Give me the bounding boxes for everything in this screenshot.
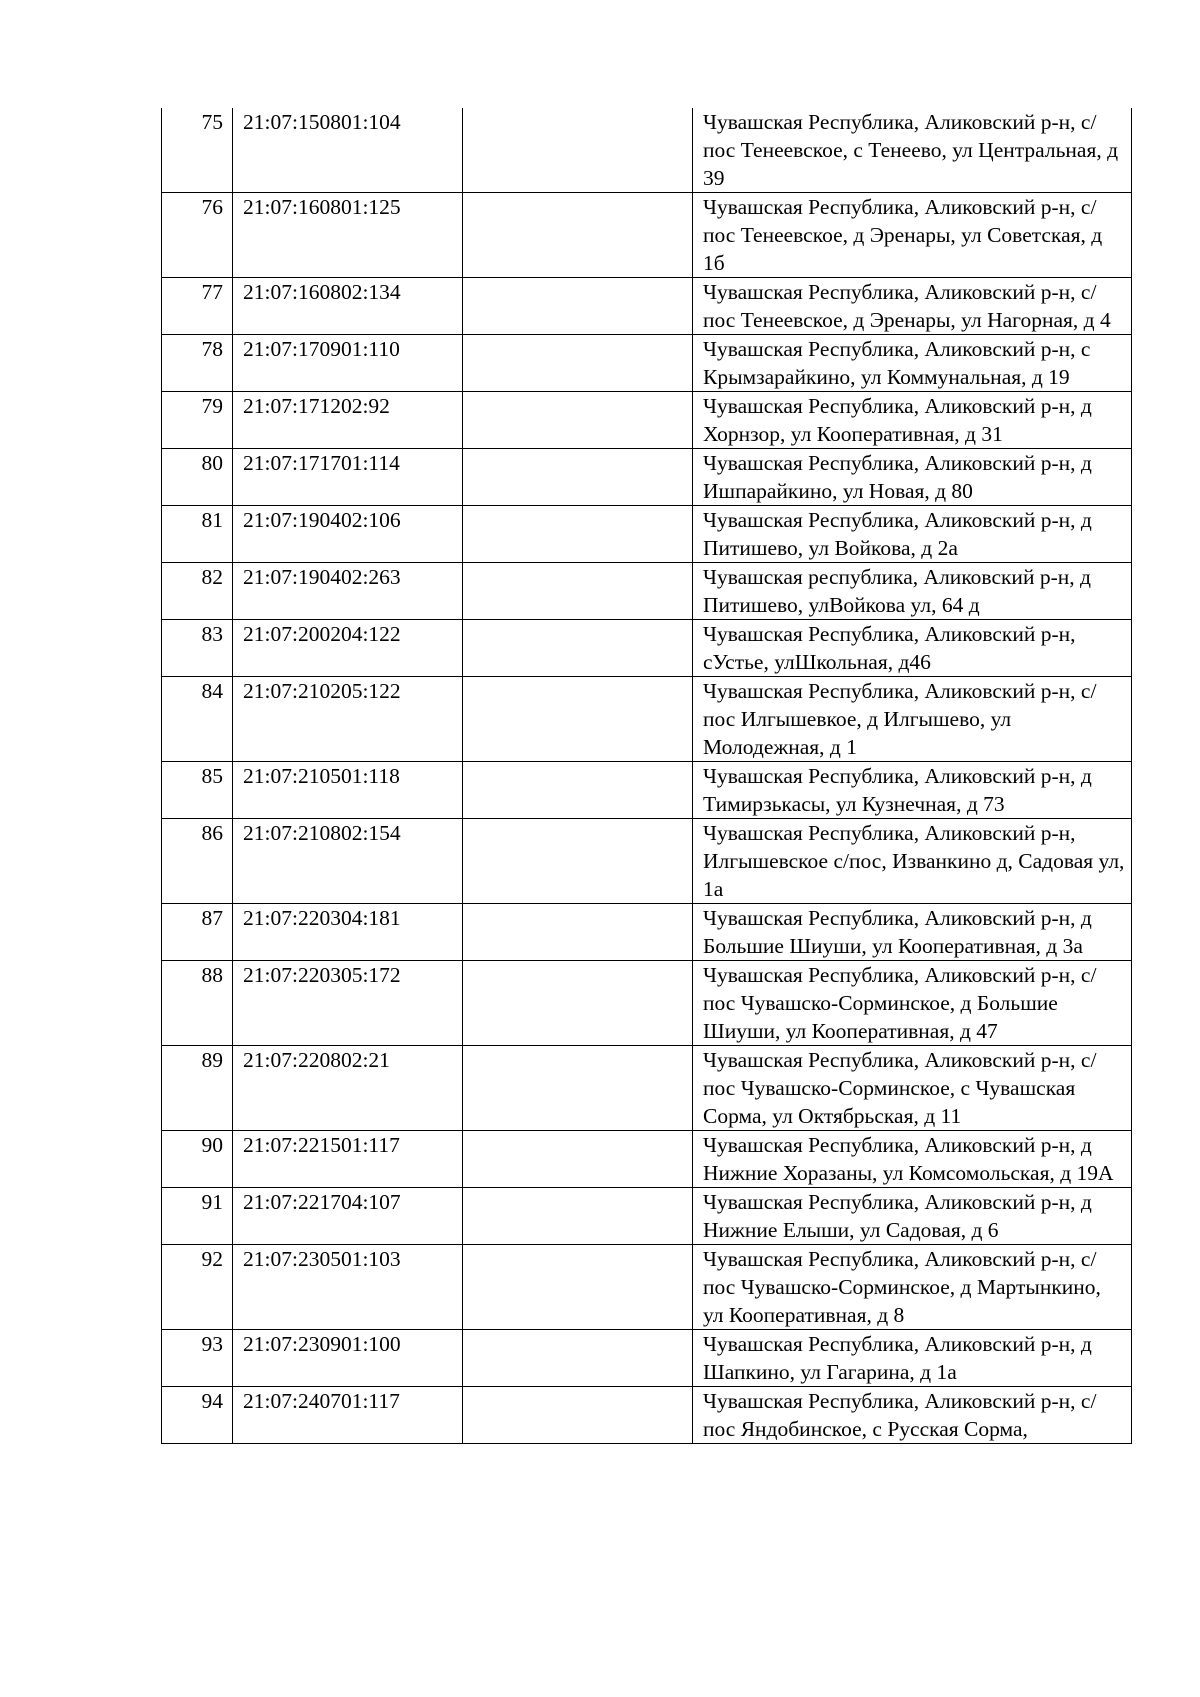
cadastral-number-cell: 21:07:220304:181 bbox=[233, 904, 463, 961]
cadastral-number-cell: 21:07:210802:154 bbox=[233, 819, 463, 904]
row-number-cell: 76 bbox=[162, 193, 233, 278]
blank-cell bbox=[463, 1131, 693, 1188]
blank-cell bbox=[463, 449, 693, 506]
row-number-cell: 83 bbox=[162, 620, 233, 677]
address-cell: Чувашская Республика, Аликовский р-н, д Большие Шиуши, ул Кооперативная, д 3а bbox=[693, 904, 1132, 961]
table-row bbox=[162, 1387, 1132, 1444]
address-cell: Чувашская Республика, Аликовский р-н, д Шапкино, ул Гагарина, д 1а bbox=[693, 1330, 1132, 1387]
table-row bbox=[162, 108, 1132, 193]
address-cell: Чувашская Республика, Аликовский р-н, д Питишево, ул Войкова, д 2а bbox=[693, 506, 1132, 563]
row-number-cell: 90 bbox=[162, 1131, 233, 1188]
cadastral-number-cell: 21:07:221704:107 bbox=[233, 1188, 463, 1245]
cadastral-number-cell: 21:07:220802:21 bbox=[233, 1046, 463, 1131]
row-number-cell: 85 bbox=[162, 762, 233, 819]
blank-cell bbox=[463, 1387, 693, 1444]
table-row bbox=[162, 620, 1132, 677]
address-cell: Чувашская Республика, Аликовский р-н, д Нижние Хоразаны, ул Комсомольская, д 19А bbox=[693, 1131, 1132, 1188]
blank-cell bbox=[463, 904, 693, 961]
blank-cell bbox=[463, 1188, 693, 1245]
table-row bbox=[162, 904, 1132, 961]
blank-cell bbox=[463, 1046, 693, 1131]
table-row bbox=[162, 1131, 1132, 1188]
table-row bbox=[162, 506, 1132, 563]
table-row bbox=[162, 1188, 1132, 1245]
cadastral-number-cell: 21:07:160802:134 bbox=[233, 278, 463, 335]
address-cell: Чувашская Республика, Аликовский р-н, с/пос Тенеевское, д Эренары, ул Советская, д 1б bbox=[693, 193, 1132, 278]
blank-cell bbox=[463, 961, 693, 1046]
table-row bbox=[162, 961, 1132, 1046]
blank-cell bbox=[463, 819, 693, 904]
row-number-cell: 86 bbox=[162, 819, 233, 904]
blank-cell bbox=[463, 677, 693, 762]
cadastral-number-cell: 21:07:240701:117 bbox=[233, 1387, 463, 1444]
cadastral-number-cell: 21:07:190402:106 bbox=[233, 506, 463, 563]
row-number-cell: 89 bbox=[162, 1046, 233, 1131]
address-cell: Чувашская Республика, Аликовский р-н, с/пос Чувашско-Сорминское, д Большие Шиуши, ул Кооперативная, д 47 bbox=[693, 961, 1132, 1046]
table-row bbox=[162, 1330, 1132, 1387]
blank-cell bbox=[463, 392, 693, 449]
row-number-cell: 79 bbox=[162, 392, 233, 449]
cadastral-number-cell: 21:07:170901:110 bbox=[233, 335, 463, 392]
row-number-cell: 93 bbox=[162, 1330, 233, 1387]
cadastral-number-cell: 21:07:210205:122 bbox=[233, 677, 463, 762]
address-cell: Чувашская Республика, Аликовский р-н, д Хорнзор, ул Кооперативная, д 31 bbox=[693, 392, 1132, 449]
address-cell: Чувашская Республика, Аликовский р-н, с/пос Тенеевское, д Эренары, ул Нагорная, д 4 bbox=[693, 278, 1132, 335]
row-number-cell: 88 bbox=[162, 961, 233, 1046]
table-row bbox=[162, 449, 1132, 506]
table-row bbox=[162, 335, 1132, 392]
blank-cell bbox=[463, 278, 693, 335]
cadastral-number-cell: 21:07:230901:100 bbox=[233, 1330, 463, 1387]
address-cell: Чувашская Республика, Аликовский р-н, Илгышевское с/пос, Изванкино д, Садовая ул, 1а bbox=[693, 819, 1132, 904]
blank-cell bbox=[463, 193, 693, 278]
row-number-cell: 78 bbox=[162, 335, 233, 392]
table-row bbox=[162, 819, 1132, 904]
table-row bbox=[162, 1046, 1132, 1131]
table-row bbox=[162, 563, 1132, 620]
row-number-cell: 75 bbox=[162, 108, 233, 193]
property-table-body bbox=[162, 108, 1132, 1444]
address-cell: Чувашская Республика, Аликовский р-н, с/пос Илгышевкое, д Илгышево, ул Молодежная, д 1 bbox=[693, 677, 1132, 762]
table-row bbox=[162, 278, 1132, 335]
row-number-cell: 92 bbox=[162, 1245, 233, 1330]
address-cell: Чувашская Республика, Аликовский р-н, сУстье, улШкольная, д46 bbox=[693, 620, 1132, 677]
address-cell: Чувашская республика, Аликовский р-н, д Питишево, улВойкова ул, 64 д bbox=[693, 563, 1132, 620]
cadastral-number-cell: 21:07:210501:118 bbox=[233, 762, 463, 819]
cadastral-number-cell: 21:07:220305:172 bbox=[233, 961, 463, 1046]
table-row bbox=[162, 677, 1132, 762]
cadastral-number-cell: 21:07:160801:125 bbox=[233, 193, 463, 278]
cadastral-number-cell: 21:07:221501:117 bbox=[233, 1131, 463, 1188]
blank-cell bbox=[463, 762, 693, 819]
blank-cell bbox=[463, 335, 693, 392]
row-number-cell: 81 bbox=[162, 506, 233, 563]
cadastral-number-cell: 21:07:230501:103 bbox=[233, 1245, 463, 1330]
blank-cell bbox=[463, 506, 693, 563]
cadastral-number-cell: 21:07:171202:92 bbox=[233, 392, 463, 449]
address-cell: Чувашская Республика, Аликовский р-н, с Крымзарайкино, ул Коммунальная, д 19 bbox=[693, 335, 1132, 392]
row-number-cell: 77 bbox=[162, 278, 233, 335]
address-cell: Чувашская Республика, Аликовский р-н, д Нижние Елыши, ул Садовая, д 6 bbox=[693, 1188, 1132, 1245]
row-number-cell: 94 bbox=[162, 1387, 233, 1444]
blank-cell bbox=[463, 1330, 693, 1387]
cadastral-number-cell: 21:07:150801:104 bbox=[233, 108, 463, 193]
address-cell: Чувашская Республика, Аликовский р-н, с/пос Тенеевское, с Тенеево, ул Центральная, д 39 bbox=[693, 108, 1132, 193]
address-cell: Чувашская Республика, Аликовский р-н, с/пос Чувашско-Сорминское, с Чувашская Сорма, ул Октябрьская, д 11 bbox=[693, 1046, 1132, 1131]
table-row bbox=[162, 1245, 1132, 1330]
row-number-cell: 84 bbox=[162, 677, 233, 762]
row-number-cell: 87 bbox=[162, 904, 233, 961]
row-number-cell: 80 bbox=[162, 449, 233, 506]
address-cell: Чувашская Республика, Аликовский р-н, д Тимирзькасы, ул Кузнечная, д 73 bbox=[693, 762, 1132, 819]
table-row bbox=[162, 762, 1132, 819]
blank-cell bbox=[463, 1245, 693, 1330]
table-row bbox=[162, 392, 1132, 449]
property-table bbox=[161, 108, 1132, 1444]
address-cell: Чувашская Республика, Аликовский р-н, с/пос Чувашско-Сорминское, д Мартынкино, ул Кооперативная, д 8 bbox=[693, 1245, 1132, 1330]
table-row bbox=[162, 193, 1132, 278]
cadastral-number-cell: 21:07:171701:114 bbox=[233, 449, 463, 506]
blank-cell bbox=[463, 620, 693, 677]
blank-cell bbox=[463, 108, 693, 193]
row-number-cell: 82 bbox=[162, 563, 233, 620]
blank-cell bbox=[463, 563, 693, 620]
address-cell: Чувашская Республика, Аликовский р-н, с/пос Яндобинское, с Русская Сорма, bbox=[693, 1387, 1132, 1444]
row-number-cell: 91 bbox=[162, 1188, 233, 1245]
address-cell: Чувашская Республика, Аликовский р-н, д Ишпарайкино, ул Новая, д 80 bbox=[693, 449, 1132, 506]
cadastral-number-cell: 21:07:200204:122 bbox=[233, 620, 463, 677]
cadastral-number-cell: 21:07:190402:263 bbox=[233, 563, 463, 620]
